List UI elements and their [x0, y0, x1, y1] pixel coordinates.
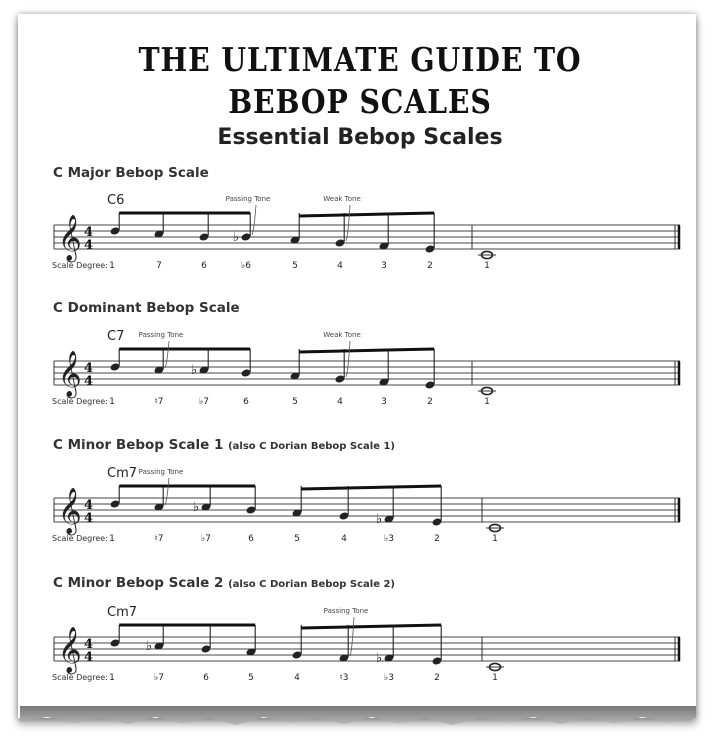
scale-degree: 2: [434, 673, 440, 683]
staff-system: [52, 193, 680, 271]
annotation-label: Passing Tone: [323, 607, 369, 615]
flat-icon: ♭: [146, 639, 153, 654]
section-title-text: C Minor Bebop Scale 2: [53, 575, 224, 591]
treble-clef-icon: 𝄞: [58, 488, 82, 534]
scale-degree: ♭7: [154, 673, 164, 683]
treble-clef-icon: 𝄞: [58, 215, 82, 261]
beam: [299, 213, 434, 216]
scale-degree: 3: [381, 397, 387, 407]
scale-degree: 6: [203, 673, 209, 683]
section-title-text: C Dominant Bebop Scale: [53, 300, 240, 316]
annotation-label: Passing Tone: [138, 331, 184, 339]
page-title-line-1: THE ULTIMATE GUIDE TO: [138, 40, 582, 79]
flat-icon: ♭: [376, 512, 383, 527]
annotation-label: Passing Tone: [138, 468, 184, 476]
scale-degree: 1: [492, 673, 498, 683]
chord-symbol: Cm7: [107, 605, 138, 620]
scale-degree: ♮7: [154, 397, 164, 407]
section-title-note: (also C Dorian Bebop Scale 2): [228, 579, 395, 590]
chord-symbol: C6: [107, 193, 125, 208]
time-signature-icon: 4: [84, 225, 94, 240]
time-signature-icon: 4: [84, 238, 94, 253]
annotation-arrow: [346, 205, 350, 241]
treble-clef-icon: 𝄞: [58, 351, 82, 397]
flat-icon: ♭: [191, 363, 198, 378]
scale-degree-label: Scale Degree:: [52, 397, 108, 406]
scale-degree: 5: [294, 534, 300, 544]
annotation-arrow: [252, 205, 256, 235]
annotation-label: Weak Tone: [323, 331, 361, 339]
treble-clef-icon: 𝄞: [58, 627, 82, 673]
scale-degree: 7: [156, 261, 162, 271]
beam: [301, 486, 441, 489]
scale-degree: 1: [109, 261, 115, 271]
staff-system: [52, 605, 680, 683]
time-signature-icon: 4: [84, 361, 94, 376]
scale-degree: ♭7: [201, 534, 211, 544]
page-title-line-2: BEBOP SCALES: [228, 82, 492, 121]
annotation-arrow: [165, 341, 169, 368]
annotation-arrow: [350, 617, 354, 656]
scale-degree: ♮3: [339, 673, 349, 683]
scale-degree-label: Scale Degree:: [52, 673, 108, 682]
scale-degree: 5: [248, 673, 254, 683]
annotation-arrow: [165, 478, 169, 505]
scale-degree: 4: [294, 673, 300, 683]
time-signature-icon: 4: [84, 374, 94, 389]
scale-degree: 2: [427, 261, 433, 271]
time-signature-icon: 4: [84, 650, 94, 665]
flat-icon: ♭: [233, 230, 240, 245]
scale-degree: 1: [484, 397, 490, 407]
scale-degree: 6: [243, 397, 249, 407]
page-subtitle: Essential Bebop Scales: [217, 125, 503, 150]
section-title-text: C Minor Bebop Scale 1: [53, 437, 224, 453]
scale-degree-label: Scale Degree:: [52, 534, 108, 543]
scale-degree: ♮7: [154, 534, 164, 544]
scale-degree: 5: [292, 397, 298, 407]
annotation-arrow: [346, 341, 350, 377]
scale-degree: ♭7: [199, 397, 209, 407]
scale-degree: 1: [109, 534, 115, 544]
beam: [301, 625, 441, 628]
time-signature-icon: 4: [84, 511, 94, 526]
time-signature-icon: 4: [84, 498, 94, 513]
annotation-label: Weak Tone: [323, 195, 361, 203]
scale-degree: 4: [341, 534, 347, 544]
section-title-note: (also C Dorian Bebop Scale 1): [228, 441, 395, 452]
flat-icon: ♭: [193, 500, 200, 515]
staff-system: [52, 329, 680, 407]
staff-system: [52, 466, 680, 544]
scale-degree: 2: [434, 534, 440, 544]
scale-degree: ♭3: [384, 673, 394, 683]
annotation-label: Passing Tone: [225, 195, 271, 203]
section-title-text: C Major Bebop Scale: [53, 165, 209, 181]
scale-degree: 1: [492, 534, 498, 544]
scale-degree: 6: [201, 261, 207, 271]
scale-degree: ♭3: [384, 534, 394, 544]
scale-degree: 4: [337, 261, 343, 271]
scale-degree: 5: [292, 261, 298, 271]
chord-symbol: Cm7: [107, 466, 138, 481]
scale-degree: 1: [109, 397, 115, 407]
flat-icon: ♭: [376, 651, 383, 666]
chord-symbol: C7: [107, 329, 125, 344]
scale-degree-label: Scale Degree:: [52, 261, 108, 270]
scale-degree: 6: [248, 534, 254, 544]
scale-degree: 4: [337, 397, 343, 407]
beam: [299, 349, 434, 352]
scale-degree: 3: [381, 261, 387, 271]
scale-degree: ♭6: [241, 261, 251, 271]
scale-degree: 2: [427, 397, 433, 407]
time-signature-icon: 4: [84, 637, 94, 652]
scale-degree: 1: [109, 673, 115, 683]
scale-degree: 1: [484, 261, 490, 271]
